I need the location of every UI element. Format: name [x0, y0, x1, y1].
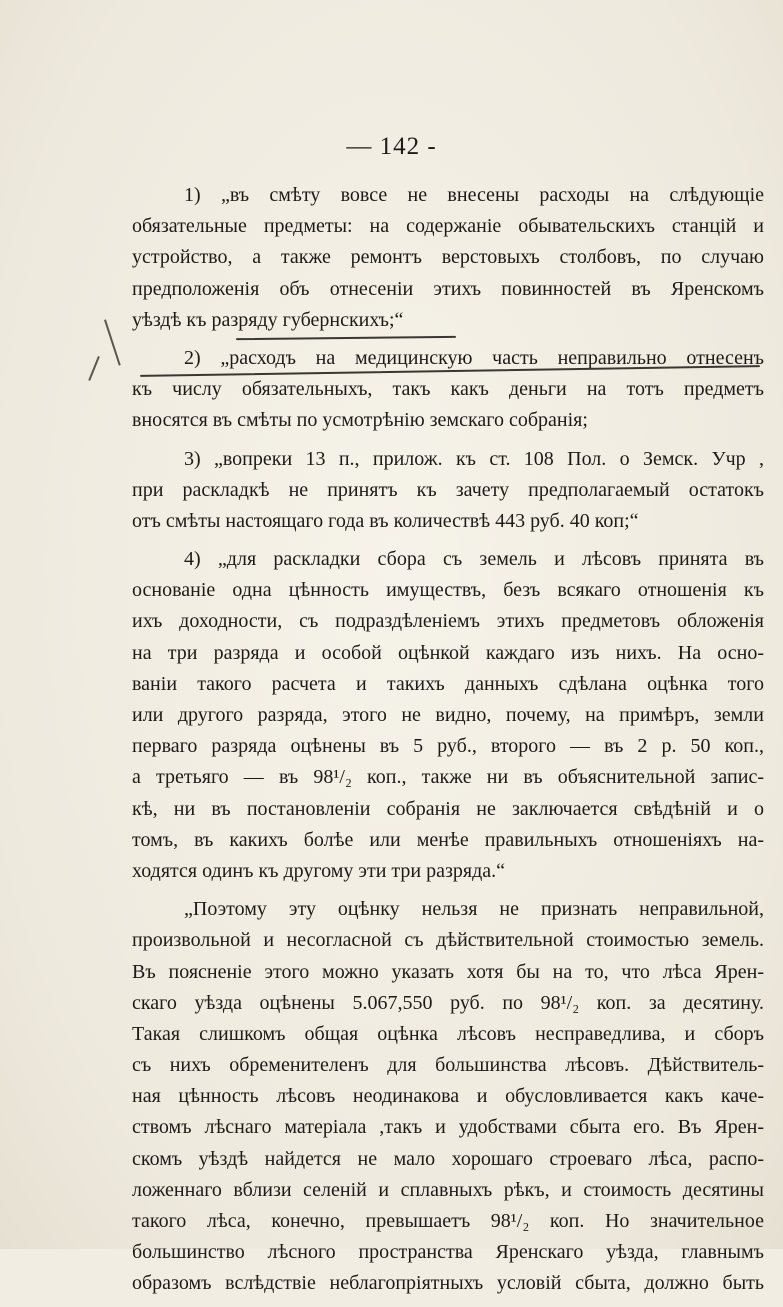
text-line: при раскладкѣ не принятъ къ зачету предполагаемый остатокъ [132, 478, 764, 501]
text-line: отъ смѣты настоящаго года въ количествѣ 443 руб. 40 коп;“ [132, 509, 639, 532]
margin-pencil-mark-2 [88, 356, 100, 381]
text-line: 4) „для раскладки сбора съ земель и лѣсовъ принята въ [184, 548, 764, 571]
text-line: а третьяго — въ 98¹/₂ коп., также ни въ объяснительной запис- [132, 766, 764, 789]
page-text [132, 180, 764, 1307]
text-line: ложеннаго вблизи селеній и сплавныхъ рѣкъ, и стоимость десятины [132, 1178, 764, 1201]
text-line: скаго уѣзда оцѣнены 5.067,550 руб. по 98¹/₂ коп. за десятину. [132, 991, 764, 1014]
text-line: ихъ доходности, съ подраздѣленіемъ этихъ предметовъ обложенія [132, 610, 764, 633]
text-line: такого лѣса, конечно, превышаетъ 98¹/₂ коп. Но значительное [132, 1210, 764, 1232]
text-line: на три разряда и особой оцѣнкой каждаго изъ нихъ. На осно- [132, 641, 764, 664]
text-line: „Поэтому эту оцѣнку нельзя не признать неправильной, [184, 898, 764, 921]
text-line: скомъ уѣздѣ найдется не мало хорошаго строеваго лѣса, распо- [132, 1147, 764, 1170]
paragraph-2 [132, 343, 764, 437]
text-line: вносятся въ смѣты по усмотрѣнію земскаго собранія; [132, 409, 588, 432]
text-line: уѣздѣ къ разряду губернскихъ;“ [132, 308, 404, 331]
text-line: устройство, а также ремонтъ верстовыхъ столбовъ, по случаю [132, 246, 764, 269]
text-line: кѣ, ни въ постановленіи собранія не заключается свѣдѣній и о [132, 797, 764, 820]
paragraph-5 [132, 894, 764, 1299]
text-line: ная цѣнность лѣсовъ неодинакова и обусловливается какъ каче- [132, 1085, 764, 1108]
paragraph-3 [132, 444, 764, 538]
text-line: большинство лѣсного пространства Яренскаго уѣзда, главнымъ [132, 1241, 764, 1264]
text-line: произвольной и несогласной съ дѣйствительной стоимостью земель. [132, 929, 764, 952]
text-line: основаніе одна цѣнность имуществъ, безъ всякаго отношенія къ [132, 579, 764, 602]
text-line: обязательные предметы: на содержаніе обывательскихъ станцій и [132, 215, 764, 238]
text-line: перваго разряда оцѣнены въ 5 руб., второго — въ 2 р. 50 коп., [132, 735, 764, 758]
text-line: Въ поясненіе этого можно указать хотя бы на то, что лѣса Ярен- [132, 960, 764, 983]
text-line: ствомъ лѣснаго матеріала ,такъ и удобствами сбыта его. Въ Ярен- [132, 1116, 764, 1139]
text-line: ходятся одинъ къ другому эти три разряда.“ [132, 859, 506, 882]
text-line: предположенія объ отнесеніи этихъ повинностей въ Яренскомъ [132, 277, 764, 300]
page-number: — 142 - [346, 133, 437, 160]
text-line: къ числу обязательныхъ, такъ какъ деньги на тотъ предметъ [132, 378, 764, 401]
text-line: или другого разряда, этого не видно, почему, на примѣръ, земли [132, 704, 764, 726]
text-line: образомъ вслѣдствіе неблагопріятныхъ условій сбыта, должно быть [132, 1272, 764, 1295]
text-line: 1) „въ смѣту вовсе не внесены расходы на слѣдующіе [184, 184, 764, 206]
text-line: 2) „расходъ на медицинскую часть неправильно отнесенъ [184, 346, 764, 369]
paragraph-1 [132, 180, 764, 336]
text-line: 3) „вопреки 13 п., прилож. къ ст. 108 Пол. о Земск. Учр , [184, 447, 764, 470]
text-line: томъ, въ какихъ болѣе или менѣе правильныхъ отношеніяхъ на- [132, 828, 764, 851]
text-line: Такая слишкомъ общая оцѣнка лѣсовъ несправедлива, и сборъ [132, 1022, 764, 1045]
text-line: ваніи такого расчета и такихъ данныхъ сдѣлана оцѣнка того [132, 672, 764, 695]
text-line: съ нихъ обременителенъ для большинства лѣсовъ. Дѣйствитель- [132, 1054, 764, 1077]
paragraph-4 [132, 544, 764, 887]
margin-pencil-mark [104, 319, 121, 365]
